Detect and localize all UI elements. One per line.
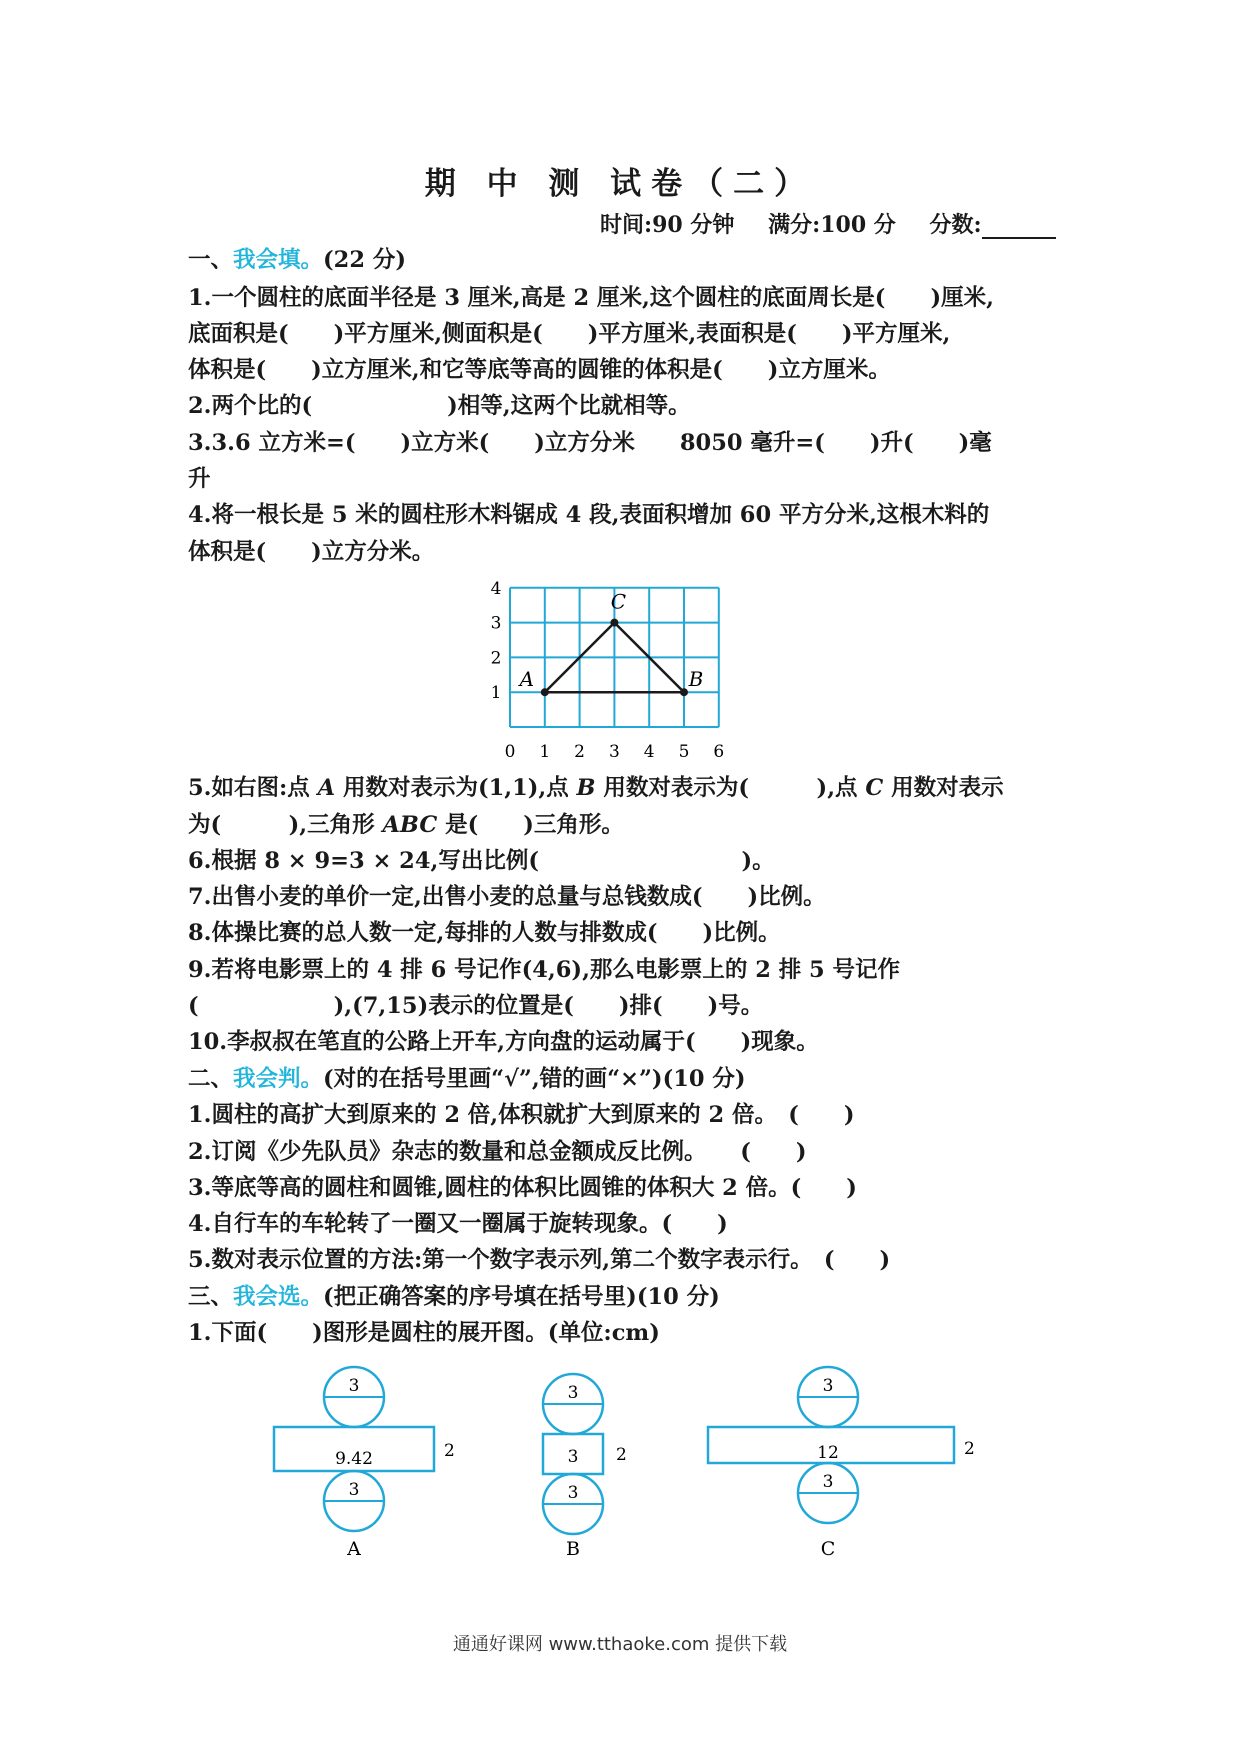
question-4-line-2: 体积是( )立方分米。 xyxy=(188,539,435,565)
net-a-top-radius: 3 xyxy=(348,1376,360,1396)
question-9-line-1: 9.若将电影票上的 4 排 6 号记作(4,6),那么电影票上的 2 排 5 号记作 xyxy=(188,957,901,983)
section-3-name: 我会选。 xyxy=(233,1284,324,1310)
net-b xyxy=(543,1374,627,1560)
x-tick-label: 0 xyxy=(504,742,516,762)
exam-score-label: 分数: xyxy=(929,212,982,238)
net-c-rect-length: 12 xyxy=(817,1443,839,1463)
choice-1: 1.下面( )图形是圆柱的展开图。(单位:cm) xyxy=(188,1320,660,1346)
page-title: 期 中 测 试卷（二） xyxy=(424,166,816,202)
y-tick-label: 4 xyxy=(490,578,502,599)
y-tick-label: 2 xyxy=(490,648,502,669)
judge-4: 4.自行车的车轮转了一圈又一圈属于旋转现象。( ) xyxy=(188,1211,728,1237)
judge-2: 2.订阅《少先队员》杂志的数量和总金额成反比例。 ( ) xyxy=(188,1139,807,1165)
y-tick-label: 3 xyxy=(490,613,502,634)
exam-full-score: 满分:100 分 xyxy=(768,212,896,238)
question-5-line-1: 5.如右图:点 A 用数对表示为(1,1),点 B 用数对表示为( ),点 C 用数对表示 xyxy=(188,775,1004,801)
question-1-line-1: 1.一个圆柱的底面半径是 3 厘米,高是 2 厘米,这个圆柱的底面周长是( )厘米, xyxy=(188,285,994,311)
judge-1: 1.圆柱的高扩大到原来的 2 倍,体积就扩大到原来的 2 倍。 ( ) xyxy=(188,1102,855,1128)
question-3-line-2: 升 xyxy=(188,466,211,492)
net-b-bottom-radius: 3 xyxy=(567,1483,579,1503)
x-tick-label: 1 xyxy=(539,742,551,762)
x-tick-label: 3 xyxy=(608,742,620,762)
judge-5: 5.数对表示位置的方法:第一个数字表示列,第二个数字表示行。 ( ) xyxy=(188,1247,891,1273)
question-4-line-1: 4.将一根长是 5 米的圆柱形木料锯成 4 段,表面积增加 60 平方分米,这根木料的 xyxy=(188,502,990,528)
net-b-height: 2 xyxy=(616,1445,627,1465)
net-a-label: A xyxy=(347,1538,361,1560)
section-1-name: 我会填。 xyxy=(233,247,324,273)
section-1-heading: 一、我会填。(22 分) xyxy=(188,247,406,273)
point-label-b: B xyxy=(688,667,704,692)
question-6: 6.根据 8 × 9=3 × 24,写出比例( )。 xyxy=(188,848,775,874)
net-c xyxy=(708,1367,975,1560)
net-a-bottom-radius: 3 xyxy=(348,1480,360,1500)
net-a-height: 2 xyxy=(444,1441,455,1461)
net-a-rect-length: 9.42 xyxy=(335,1449,373,1469)
net-c-top-radius: 3 xyxy=(822,1376,834,1396)
question-9-line-2: ( ),(7,15)表示的位置是( )排( )号。 xyxy=(188,993,764,1019)
judge-3: 3.等底等高的圆柱和圆锥,圆柱的体积比圆锥的体积大 2 倍。( ) xyxy=(188,1175,857,1201)
x-tick-label: 6 xyxy=(713,742,725,762)
question-10: 10.李叔叔在笔直的公路上开车,方向盘的运动属于( )现象。 xyxy=(188,1029,819,1055)
section-2-name: 我会判。 xyxy=(233,1066,324,1092)
question-5-line-2: 为( ),三角形 ABC 是( )三角形。 xyxy=(188,812,624,838)
y-tick-label: 1 xyxy=(490,683,502,704)
net-c-bottom-radius: 3 xyxy=(822,1472,834,1492)
question-8: 8.体操比赛的总人数一定,每排的人数与排数成( )比例。 xyxy=(188,920,781,946)
point-a xyxy=(541,688,549,696)
footer: 通通好课网 www.tthaoke.com 提供下载 xyxy=(452,1634,788,1655)
exam-meta xyxy=(600,208,1056,239)
x-tick-label: 2 xyxy=(574,742,586,762)
question-1-line-3: 体积是( )立方厘米,和它等底等高的圆锥的体积是( )立方厘米。 xyxy=(188,357,891,383)
point-label-a: A xyxy=(519,667,535,692)
net-b-top-radius: 3 xyxy=(567,1383,579,1403)
x-tick-label: 4 xyxy=(643,742,655,762)
point-c xyxy=(610,619,618,627)
net-c-label: C xyxy=(820,1538,836,1560)
score-blank[interactable] xyxy=(982,215,1056,239)
cylinder-nets-figure xyxy=(260,1362,980,1577)
net-a xyxy=(274,1367,455,1560)
question-7: 7.出售小麦的单价一定,出售小麦的总量与总钱数成( )比例。 xyxy=(188,884,826,910)
net-b-rect-length: 3 xyxy=(567,1447,579,1467)
point-label-c: C xyxy=(610,589,627,614)
exam-time: 时间:90 分钟 xyxy=(600,212,735,238)
section-3-heading: 三、我会选。(把正确答案的序号填在括号里)(10 分) xyxy=(188,1284,720,1310)
point-b xyxy=(680,688,688,696)
question-1-line-2: 底面积是( )平方厘米,侧面积是( )平方厘米,表面积是( )平方厘米, xyxy=(188,321,951,347)
question-3-line-1: 3.3.6 立方米=( )立方米( )立方分米 8050 毫升=( )升( )毫 xyxy=(188,430,992,456)
coordinate-grid-figure xyxy=(480,565,760,765)
section-2-heading: 二、我会判。(对的在括号里画“√”,错的画“×”)(10 分) xyxy=(188,1066,746,1092)
net-b-label: B xyxy=(566,1538,580,1560)
question-2: 2.两个比的( )相等,这两个比就相等。 xyxy=(188,393,691,419)
net-c-height: 2 xyxy=(964,1439,975,1459)
x-tick-label: 5 xyxy=(678,742,690,762)
